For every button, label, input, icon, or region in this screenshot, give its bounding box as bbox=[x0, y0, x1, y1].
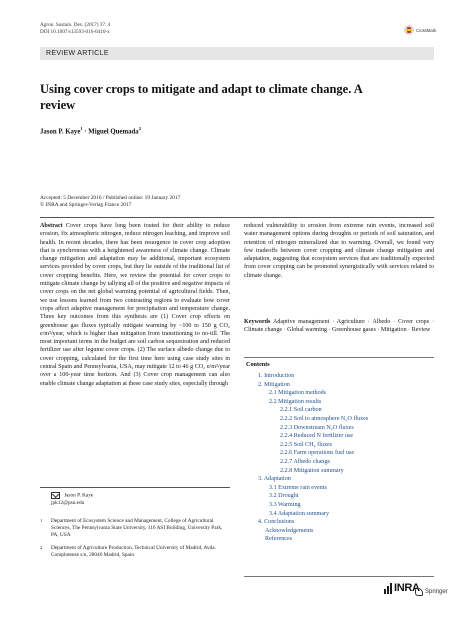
affiliation-footnote bbox=[40, 518, 230, 539]
toc-item[interactable]: 2.2.7 Albedo change bbox=[280, 459, 331, 465]
toc-item[interactable]: 2.2.1 Soil carbon bbox=[280, 407, 322, 414]
abstract-text: Cover crops have long been touted for their ability to reduce erosion, fix atmospheric nitrogen, reduce nitrogen leaching, and improve soil health. In recent decades, there has been resurgence in cover crop adoption that is synchronous with a heightened awareness of climate change. Climate change mitigation and adaptation may be additional, important ecosystem services provided by cover crops, but they lie outside of the traditional list of cover cropping benefits. Here, we review the potential for cover crops to mitigate climate change by tallying all of the positive and negative impacts of cover crops on the net global warming potential of agricultural fields. Then, we use lessons learned from two contrasting regions to evaluate how cover crops affect adaptive management for precipitation and temperature change. Three key outcomes from this synthesis are (1) Cover crop effects on greenhouse gas fluxes typically mitigate warming by ~100 to 150 g CO₂ e/m²/year, which is higher than mitigation from transitioning to no-till. The most important terms in the budget are soil carbon sequestration and reduced fertilizer use after legume cover crops. (2) The surface albedo change due to cover cropping, calculated for the first time here using case study sites in central Spain and Pennsylvania, USA, may mitigate 12 to 46 g CO₂ e/m²/year over a 100-year time horizon. And (3) Cover crop management can also enable climate change adaptation at these case study sites, especially through bbox=[40, 223, 230, 387]
toc-item[interactable]: 3.4 Adaptation summary bbox=[269, 510, 330, 517]
crossmark-icon bbox=[404, 25, 414, 35]
toc-item[interactable]: Acknowledgements bbox=[265, 527, 314, 534]
footnotes bbox=[40, 492, 230, 562]
keywords-text: Adaptive management · Agriculture · Albedo · Cover crops · Climate change · Global warming · Greenhouse gases · Mitigation · Review bbox=[244, 319, 434, 334]
author-name: Jason P. Kaye bbox=[40, 128, 81, 136]
inra-wordmark: INRA bbox=[394, 582, 420, 594]
inra-bars-icon bbox=[384, 583, 392, 594]
keywords-block bbox=[244, 318, 434, 335]
journal-citation bbox=[40, 22, 110, 36]
toc-item[interactable]: 3.2 Drought bbox=[269, 493, 299, 500]
doi-line[interactable]: DOI 10.1007/s13593-016-0410-x bbox=[40, 29, 110, 35]
toc-item[interactable]: 2.2.5 Soil CH₄ fluxes bbox=[280, 441, 333, 448]
affiliation-footnote bbox=[40, 545, 230, 559]
journal-line: Agron. Sustain. Dev. (2017) 37: 4 bbox=[40, 22, 111, 28]
footnote-number: 2 bbox=[40, 544, 43, 550]
affiliation-text: Department of Agriculture Production, Technical University of Madrid, Avda. Complutense s/n, 28040 Madrid, Spain bbox=[51, 544, 216, 558]
author-affiliation-mark: 2 bbox=[138, 126, 141, 131]
author-name: Miguel Quemada bbox=[88, 128, 139, 136]
springer-logo bbox=[415, 588, 448, 596]
toc-item[interactable]: 4. Conclusions bbox=[258, 519, 295, 526]
crossmark-label: CrossMark bbox=[416, 27, 437, 33]
springer-wordmark: Springer bbox=[425, 589, 448, 595]
abstract-label: Abstract bbox=[40, 223, 63, 229]
footnote-divider bbox=[40, 487, 230, 488]
article-title: Using cover crops to mitigate and adapt to climate change. A review bbox=[40, 82, 363, 112]
toc-item[interactable]: 2.2.6 Farm operations fuel use bbox=[280, 450, 355, 457]
toc-item[interactable]: 3. Adaptation bbox=[258, 476, 291, 483]
springer-horse-icon bbox=[415, 588, 423, 596]
contact-footnote bbox=[40, 492, 230, 507]
contents-heading: Contents bbox=[246, 361, 270, 368]
author-affiliation-mark: 1 bbox=[80, 126, 83, 131]
contact-email[interactable]: jpk12@psu.edu bbox=[51, 499, 85, 506]
toc-item[interactable]: 2.2.8 Mitigation summary bbox=[280, 467, 344, 474]
crossmark-badge[interactable] bbox=[404, 25, 436, 35]
header-divider bbox=[40, 217, 434, 218]
toc-item[interactable]: 2.1 Mitigation methods bbox=[269, 390, 327, 397]
abstract-left-column bbox=[40, 222, 230, 388]
abstract-right-column: reduced vulnerability to erosion from extreme rain events, increased soil water management options during droughts or periods of soil saturation, and retention of nitrogen mineralized due to warming. Overall, we found very few tradeoffs between cover cropping and climate change mitigation and adaptation, suggesting that ecosystem services that are traditionally expected from cover cropping can be promoted synergistically with services related to climate change. bbox=[244, 223, 434, 279]
affiliation-text: Department of Ecosystem Science and Management, College of Agricultural Sciences, The Pennsylvania State University, 116 ASI Building, University Park, PA, USA bbox=[51, 517, 223, 538]
footnote-number: 1 bbox=[40, 517, 43, 523]
copyright-line: © INRA and Springer-Verlag France 2017 bbox=[40, 202, 132, 208]
article-dates bbox=[40, 195, 180, 209]
toc-item[interactable]: References bbox=[265, 536, 293, 543]
email-icon bbox=[51, 492, 60, 499]
toc-item[interactable]: 3.1 Extreme rain events bbox=[269, 484, 327, 491]
toc-item[interactable]: 3.3 Warming bbox=[269, 502, 301, 508]
toc-item[interactable]: 2. Mitigation bbox=[258, 381, 290, 388]
toc-item[interactable]: 2.2 Mitigation results bbox=[269, 398, 322, 405]
toc-item[interactable]: 2.2.3 Downstream N₂O fluxes bbox=[280, 424, 354, 431]
publication-dates: Accepted: 5 December 2016 / Published online: 19 January 2017 bbox=[40, 195, 181, 201]
contact-name: Jason P. Kaye bbox=[64, 492, 94, 499]
keywords-label: Keywords bbox=[244, 319, 271, 325]
toc-item[interactable]: 2.2.4 Reduced N fertilizer use bbox=[280, 433, 354, 440]
toc-item[interactable]: 1. Introduction bbox=[258, 373, 295, 379]
article-type: REVIEW ARTICLE bbox=[46, 50, 109, 57]
author-list bbox=[40, 126, 141, 135]
author-separator: · bbox=[82, 128, 89, 136]
toc-item[interactable]: 2.2.2 Soil to atmosphere N₂O fluxes bbox=[280, 416, 369, 422]
